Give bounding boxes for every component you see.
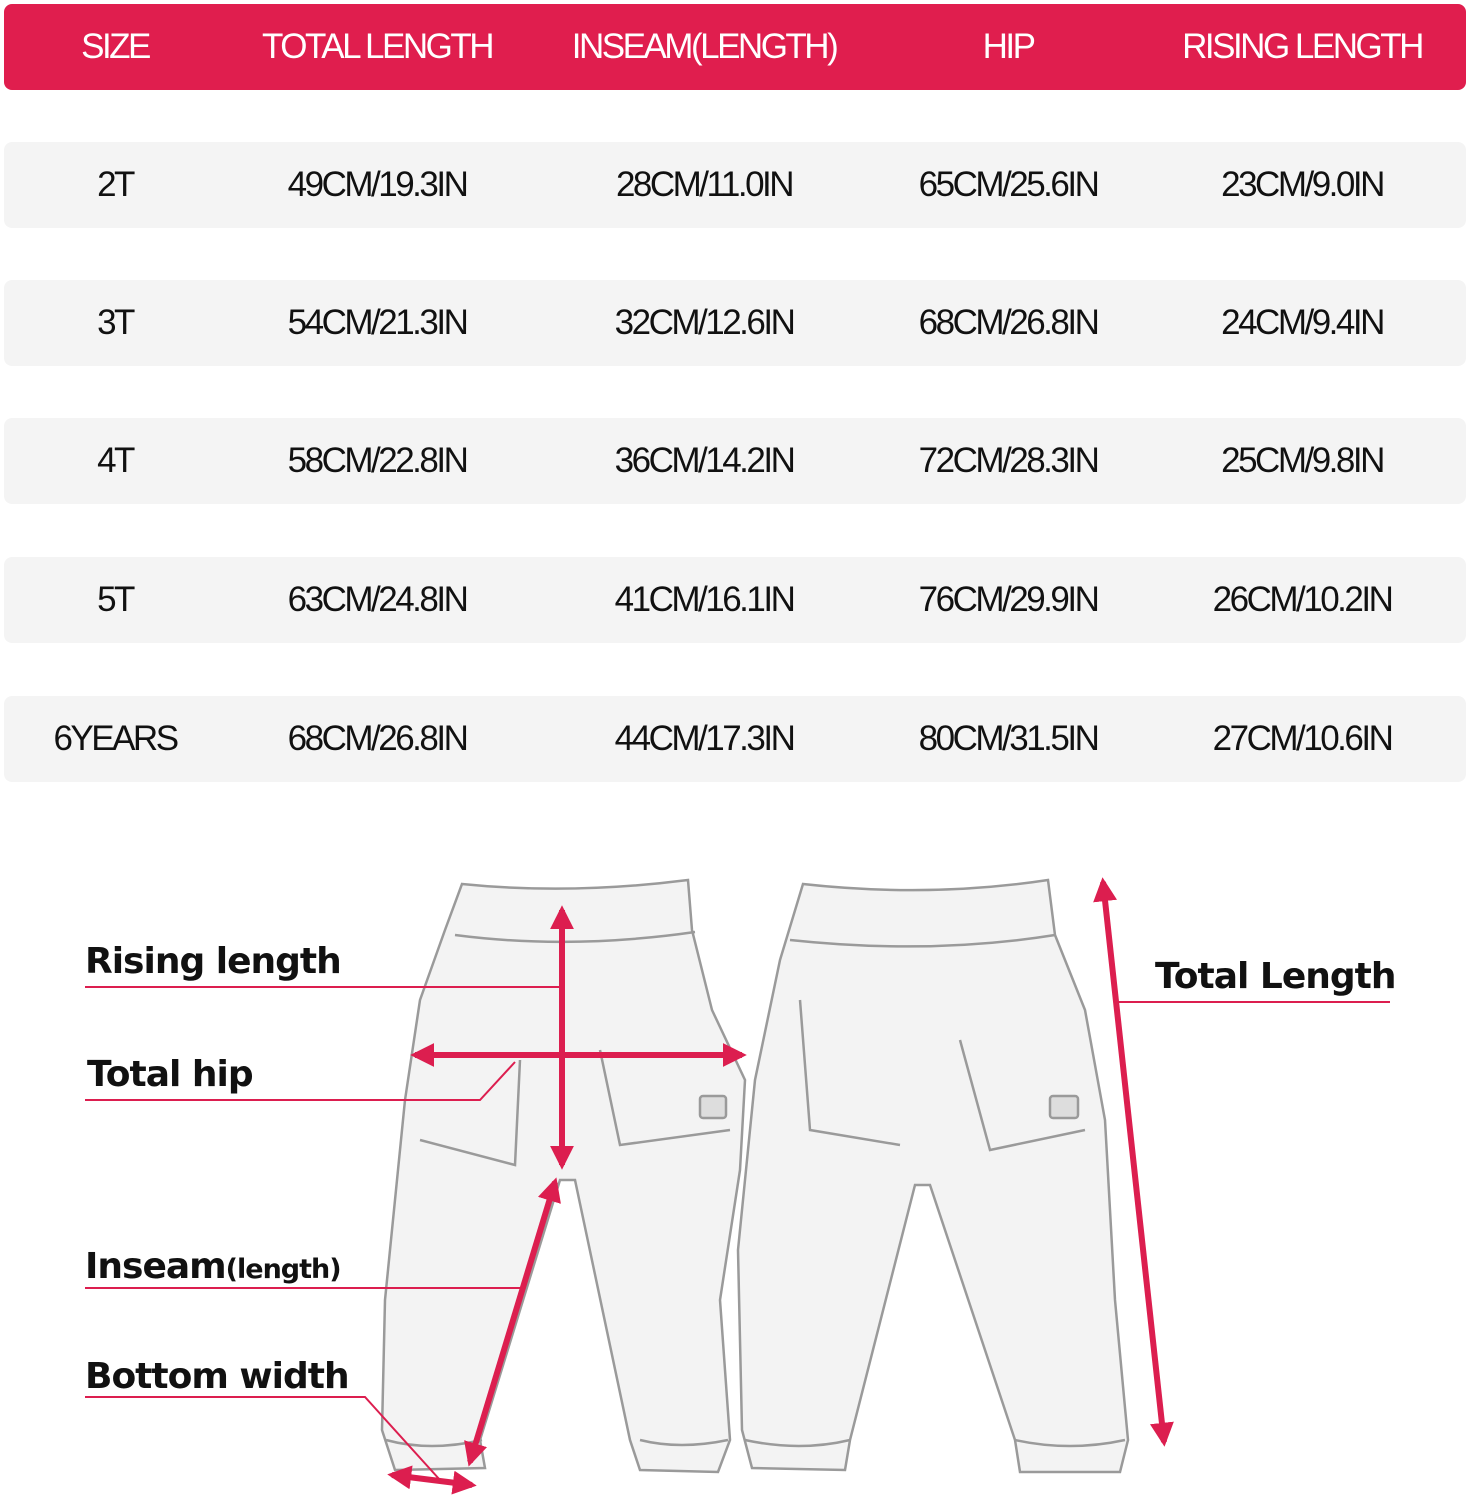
- cell-rising-length: 25CM/9.8IN: [1221, 441, 1383, 480]
- cell-total-length: 58CM/22.8IN: [287, 441, 467, 480]
- cell-inseam: 44CM/17.3IN: [614, 719, 794, 758]
- cell-size: 4T: [97, 441, 133, 480]
- cell-size: 3T: [97, 303, 133, 342]
- cell-hip: 76CM/29.9IN: [918, 580, 1098, 619]
- table-row: [4, 280, 1466, 366]
- cell-hip: 80CM/31.5IN: [918, 719, 1098, 758]
- label-inseam-main: Inseam: [85, 1246, 226, 1287]
- label-inseam-suffix: (length): [225, 1254, 341, 1285]
- label-bottom-width: Bottom width: [85, 1356, 349, 1397]
- cell-total-length: 68CM/26.8IN: [287, 719, 467, 758]
- table-row: [4, 696, 1466, 782]
- table-row: [4, 557, 1466, 643]
- cell-size: 6YEARS: [53, 719, 177, 758]
- header-size: SIZE: [81, 27, 149, 66]
- cell-hip: 65CM/25.6IN: [918, 165, 1098, 204]
- header-hip: HIP: [982, 27, 1034, 66]
- table-row: [4, 142, 1466, 228]
- cell-total-length: 63CM/24.8IN: [287, 580, 467, 619]
- label-total-length: Total Length: [1155, 956, 1396, 997]
- pants-back-illustration: [738, 880, 1128, 1472]
- label-total-hip: Total hip: [87, 1054, 253, 1095]
- cell-total-length: 49CM/19.3IN: [287, 165, 467, 204]
- cell-inseam: 28CM/11.0IN: [615, 165, 793, 204]
- header-rising-length: RISING LENGTH: [1182, 27, 1422, 66]
- cell-size: 5T: [97, 580, 133, 619]
- cell-rising-length: 27CM/10.6IN: [1212, 719, 1392, 758]
- cell-rising-length: 26CM/10.2IN: [1212, 580, 1392, 619]
- label-inseam: [85, 1246, 341, 1287]
- table-header: [4, 4, 1466, 90]
- cell-inseam: 41CM/16.1IN: [614, 580, 794, 619]
- label-rising-length: Rising length: [85, 941, 341, 982]
- cell-size: 2T: [97, 165, 133, 204]
- cell-total-length: 54CM/21.3IN: [287, 303, 467, 342]
- bottom-width-arrow: [392, 1475, 472, 1485]
- cell-inseam: 36CM/14.2IN: [614, 441, 794, 480]
- header-total-length: TOTAL LENGTH: [262, 27, 492, 66]
- measurement-diagram: [0, 800, 1471, 1500]
- cell-rising-length: 23CM/9.0IN: [1221, 165, 1383, 204]
- header-inseam: INSEAM(LENGTH): [571, 27, 837, 66]
- table-row: [4, 418, 1466, 504]
- cell-inseam: 32CM/12.6IN: [614, 303, 794, 342]
- cell-rising-length: 24CM/9.4IN: [1221, 303, 1383, 342]
- cell-hip: 72CM/28.3IN: [918, 441, 1098, 480]
- cell-hip: 68CM/26.8IN: [918, 303, 1098, 342]
